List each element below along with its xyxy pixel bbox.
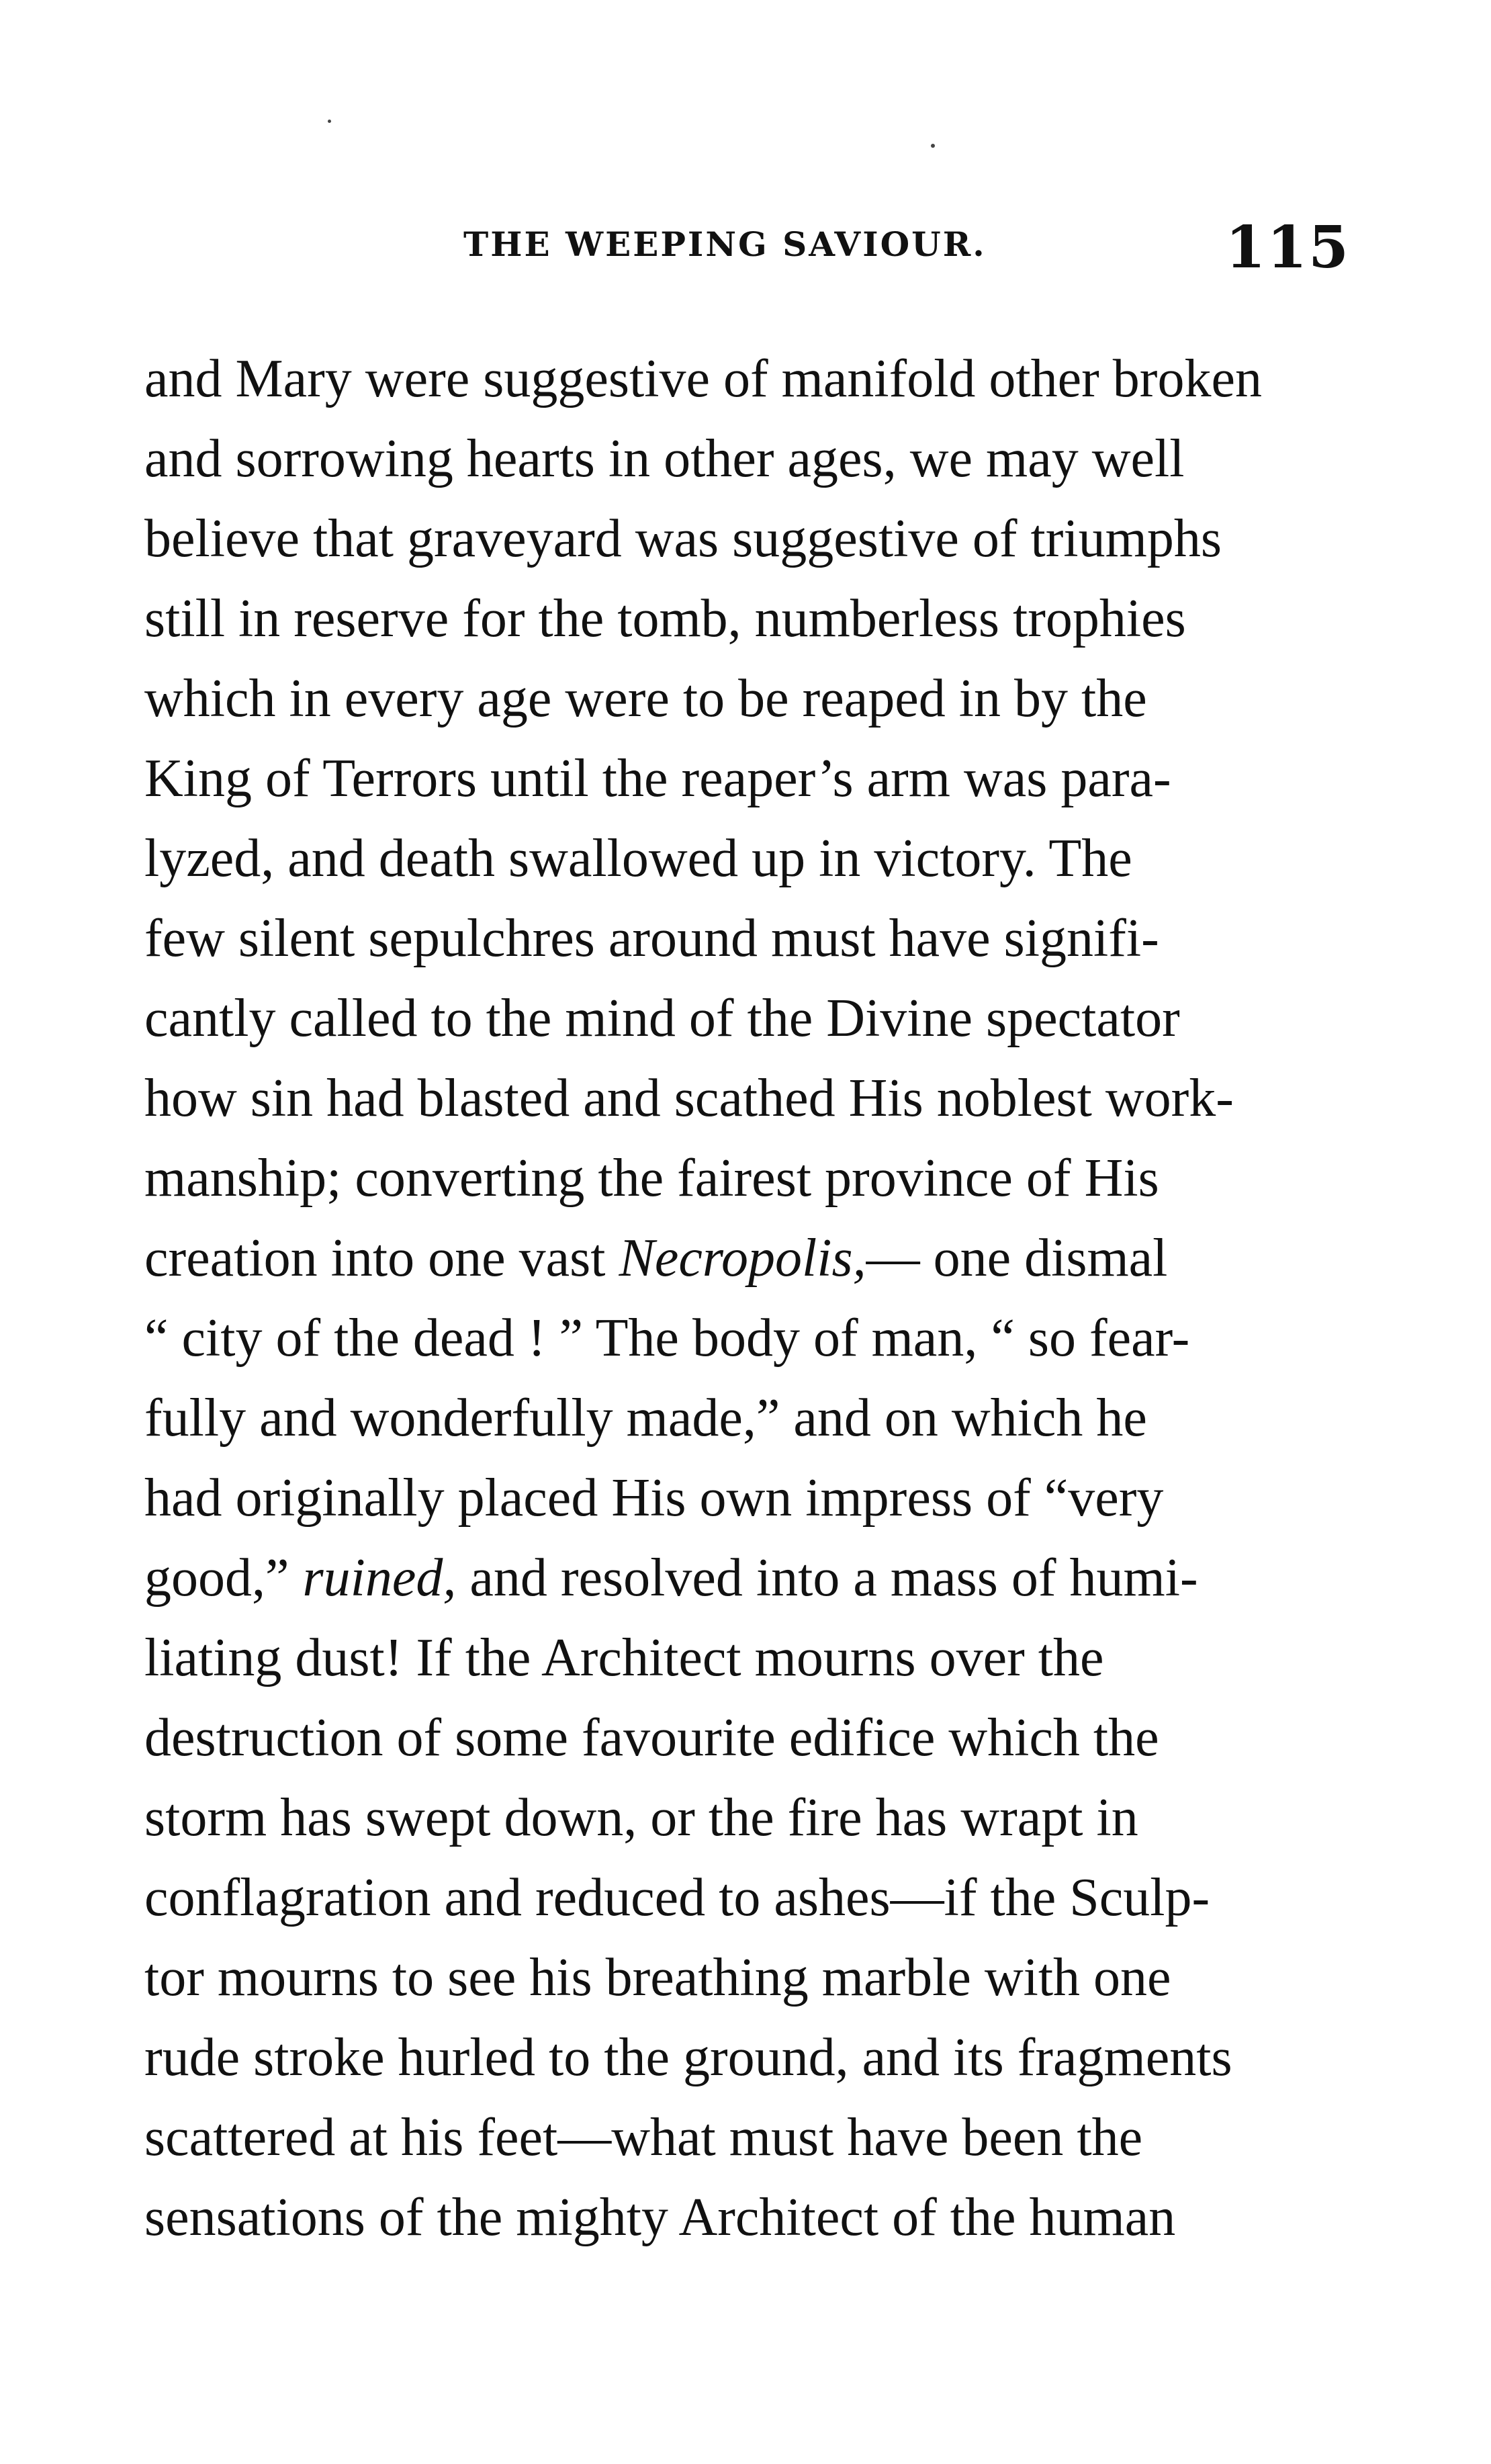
text-line: [144, 899, 1350, 979]
text-segment: manship; converting the fairest province of His: [144, 1149, 1159, 1208]
text-line: [144, 1299, 1350, 1378]
text-line: [144, 819, 1350, 899]
scan-speck: [328, 120, 331, 123]
text-segment: lyzed, and death swallowed up in victory. The: [144, 829, 1132, 888]
italic-text: ruined,: [302, 1548, 457, 1608]
text-line: [144, 339, 1350, 419]
text-segment: good,”: [144, 1548, 303, 1608]
text-segment: storm has swept down, or the fire has wrapt in: [144, 1788, 1138, 1847]
body-text: [144, 339, 1350, 2258]
text-segment: how sin had blasted and scathed His noblest work-: [144, 1069, 1234, 1128]
text-line: [144, 2098, 1350, 2178]
text-segment: “ city of the dead ! ” The body of man, “ so fear-: [144, 1309, 1190, 1368]
text-segment: destruction of some favourite edifice which the: [144, 1708, 1159, 1767]
text-line: [144, 1458, 1350, 1538]
text-segment: tor mourns to see his breathing marble with one: [144, 1948, 1171, 2007]
text-line: [144, 1698, 1350, 1778]
text-line: [144, 1059, 1350, 1139]
text-segment: fully and wonderfully made,” and on which he: [144, 1389, 1147, 1448]
running-title: THE WEEPING SAVIOUR.: [463, 224, 987, 264]
italic-text: Necropolis,: [619, 1229, 866, 1288]
text-line: [144, 2178, 1350, 2258]
text-line: [144, 1938, 1350, 2018]
text-segment: scattered at his feet—what must have been the: [144, 2108, 1143, 2167]
text-line: [144, 1618, 1350, 1698]
text-segment: cantly called to the mind of the Divine spectator: [144, 989, 1180, 1048]
text-segment: and sorrowing hearts in other ages, we may well: [144, 429, 1185, 488]
text-segment: — one dismal: [866, 1229, 1168, 1288]
text-line: [144, 739, 1350, 819]
text-line: [144, 2018, 1350, 2098]
page-number: 115: [1225, 214, 1350, 281]
text-segment: believe that graveyard was suggestive of triumphs: [144, 509, 1222, 568]
text-line: [144, 499, 1350, 579]
text-line: [144, 1139, 1350, 1219]
page-header: [144, 214, 1350, 301]
text-line: [144, 1538, 1350, 1618]
scan-speck: [931, 144, 935, 148]
text-segment: sensations of the mighty Architect of the human: [144, 2188, 1176, 2247]
text-segment: and resolved into a mass of humi-: [456, 1548, 1198, 1608]
text-line: [144, 1858, 1350, 1938]
text-segment: still in reserve for the tomb, numberless trophies: [144, 589, 1186, 648]
text-line: [144, 579, 1350, 659]
text-line: [144, 1378, 1350, 1458]
text-segment: few silent sepulchres around must have signifi-: [144, 909, 1159, 968]
text-segment: conflagration and reduced to ashes—if the Sculp-: [144, 1868, 1210, 1927]
text-line: [144, 1219, 1350, 1299]
text-line: [144, 1778, 1350, 1858]
text-segment: and Mary were suggestive of manifold other broken: [144, 349, 1262, 408]
text-segment: creation into one vast: [144, 1229, 619, 1288]
text-segment: which in every age were to be reaped in by the: [144, 669, 1147, 728]
text-segment: King of Terrors until the reaper’s arm was para-: [144, 749, 1171, 808]
text-line: [144, 419, 1350, 499]
text-line: [144, 659, 1350, 739]
text-segment: rude stroke hurled to the ground, and its fragments: [144, 2028, 1232, 2087]
text-segment: had originally placed His own impress of “very: [144, 1468, 1164, 1528]
text-line: [144, 979, 1350, 1059]
text-segment: liating dust! If the Architect mourns over the: [144, 1628, 1104, 1687]
